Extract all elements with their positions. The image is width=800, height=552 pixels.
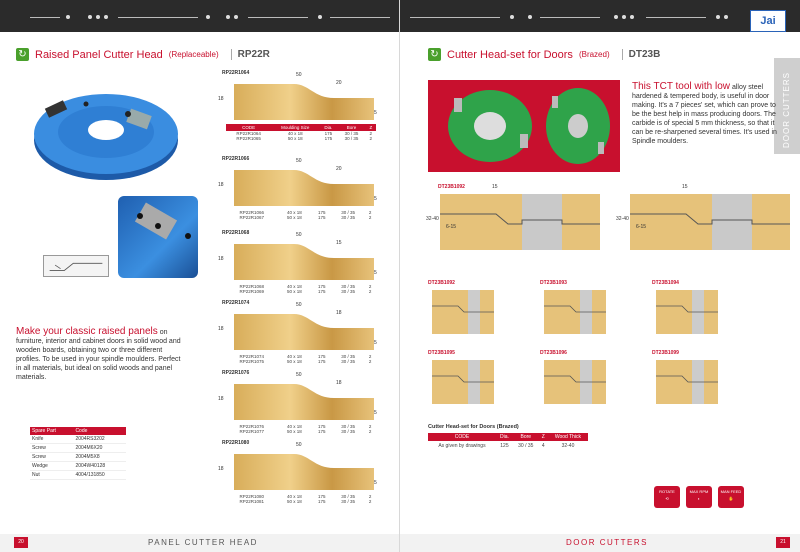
spec-cell: RP22R1081 [239, 499, 265, 504]
intro-body: on furniture, interior and cabinet doors in solid wood and wooden boards, obtaining two or three different profiles. To be used in your spindle moulders. Perfect in all materials, but ideal on solid woods and panel materials. [16, 329, 181, 381]
side-tab-label: DOOR CUTTERS [782, 72, 791, 148]
dimension-label: 18 [218, 256, 224, 262]
table-row [30, 471, 126, 480]
spec-cell: 175 [318, 354, 326, 359]
wood-profile [234, 314, 374, 350]
dimension-label: 32-40 [616, 216, 629, 222]
dt-header: Dia. [496, 433, 513, 441]
dimension-label: 50 [296, 158, 302, 164]
table-row [226, 215, 376, 220]
cutter-detail-photo [118, 196, 198, 278]
spec-cell: RP22R1077 [239, 429, 265, 434]
door-profile-thumbnail [652, 350, 722, 408]
spec-cell: 30 / 35 [341, 429, 356, 434]
knife-profile-sketch [43, 255, 109, 277]
right-title [428, 48, 660, 61]
thumbnail-code: DT23B1092 [428, 280, 455, 286]
drawing-code: RP22R1074 [222, 300, 250, 306]
drawing-code: RP22R1076 [222, 370, 250, 376]
spec-cell: 2 [368, 284, 372, 289]
drawing-code: RP22R1064 [222, 70, 250, 76]
dimension-label: 50 [296, 72, 302, 78]
spec-cell: 2 [368, 359, 372, 364]
table-row [30, 444, 126, 453]
gauge-icon: ◐ [697, 496, 701, 501]
spec-table [226, 354, 376, 364]
dimension-label: 5 [374, 196, 377, 202]
table-row [226, 289, 376, 294]
spec-cell: 30 / 35 [341, 499, 356, 504]
dt-header: CODE [428, 433, 496, 441]
right-page-number: 21 [776, 537, 790, 548]
dimension-label: 15 [336, 240, 342, 246]
table-row [226, 136, 376, 141]
left-title [16, 48, 270, 61]
spec-cell: 175 [318, 494, 326, 499]
cutter-head-photo [28, 82, 178, 182]
spec-cell: RP22R1075 [239, 359, 265, 364]
door-profile-thumbnail [428, 350, 498, 408]
left-title-sub: (Replaceable) [168, 50, 219, 59]
rotate-label: ROTATE [659, 489, 675, 494]
dimension-label: 5 [374, 340, 377, 346]
drawing-code: RP22R1066 [222, 156, 250, 162]
dimension-label: 5 [374, 480, 377, 486]
left-title-main: Raised Panel Cutter Head [35, 48, 163, 61]
table-row [226, 359, 376, 364]
spec-cell: 175 [324, 131, 333, 136]
dimension-label: 15 [492, 184, 498, 190]
left-footer [0, 534, 399, 552]
spec-header: Z [366, 124, 376, 131]
jai-logo: Jai [750, 10, 786, 32]
spec-cell: 2 [368, 289, 372, 294]
dimension-label: 5 [374, 270, 377, 276]
spare-code: 2004M6X20 [73, 444, 126, 453]
spec-cell: RP22R1076 [239, 424, 265, 429]
spec-cell: 30 / 35 [341, 424, 356, 429]
dimension-label: 50 [296, 232, 302, 238]
spec-cell: 2 [368, 215, 372, 220]
spec-cell: 2 [368, 210, 372, 215]
spare-name: Screw [30, 444, 73, 453]
dt-cell: As given by drawings [438, 443, 486, 449]
dimension-label: 18 [218, 182, 224, 188]
spec-cell: 175 [318, 424, 326, 429]
spare-code: 2004W40128 [73, 462, 126, 471]
dt-header: Wood Thick [548, 433, 588, 441]
wood-profile [234, 84, 374, 120]
spec-cell: 175 [318, 289, 326, 294]
spec-cell: 50 x 18 [287, 289, 302, 294]
dt-table-title: Cutter Head-set for Doors (Brazed) [428, 424, 519, 430]
spec-cell: 30 / 35 [341, 289, 356, 294]
dimension-label: 50 [296, 372, 302, 378]
left-footer-text: PANEL CUTTER HEAD [148, 538, 258, 547]
spec-cell: 50 x 18 [287, 215, 302, 220]
spec-cell: RP22R1068 [239, 284, 265, 289]
profile-drawing [216, 230, 386, 310]
drawing-code: DT23B1092 [438, 184, 465, 190]
profile-drawing [216, 440, 386, 520]
left-intro-text [16, 326, 184, 382]
door-profile-thumbnail [652, 280, 722, 338]
spec-cell: 30 / 35 [344, 136, 359, 141]
drawing-code: RP22R1068 [222, 230, 250, 236]
spec-cell: RP22R1069 [239, 289, 265, 294]
spare-code: 4004/131850 [73, 471, 126, 480]
spec-cell: 40 x 18 [287, 284, 302, 289]
dimension-label: 18 [218, 326, 224, 332]
thumbnail-code: DT23B1094 [652, 280, 679, 286]
desc-lead: This TCT tool with low [632, 81, 730, 92]
spares-header-code: Code [73, 427, 126, 435]
spec-cell: 2 [368, 499, 372, 504]
man-feed-label: MAN FEED [720, 489, 742, 494]
top-banner [0, 0, 399, 32]
wood-profile [234, 454, 374, 490]
spec-cell: 40 x 18 [287, 424, 302, 429]
thumbnail-code: DT23B1096 [540, 350, 567, 356]
spec-cell: 2 [368, 494, 372, 499]
spec-cell: 175 [318, 284, 326, 289]
door-profile-thumbnail [540, 280, 610, 338]
right-footer [400, 534, 800, 552]
door-profile-drawing [616, 184, 794, 254]
max-rpm-button [686, 486, 712, 508]
dt-cell: 30 / 35 [518, 443, 534, 449]
dimension-label: 5 [374, 410, 377, 416]
left-page-number: 20 [14, 537, 28, 548]
door-profile-drawing [426, 184, 604, 254]
door-profile-thumbnail [428, 280, 498, 338]
table-row [226, 429, 376, 434]
thumbnail-code: DT23B1093 [540, 280, 567, 286]
spec-cell: 175 [318, 215, 326, 220]
spec-cell: 40 x 18 [287, 131, 303, 136]
spec-header: CODE [226, 124, 271, 131]
spec-cell: RP22R1065 [236, 136, 261, 141]
spec-cell: RP22R1064 [236, 131, 261, 136]
dimension-label: 50 [296, 442, 302, 448]
dimension-label: 6-15 [446, 224, 457, 230]
spec-cell: RP22R1067 [239, 215, 265, 220]
dimension-label: 18 [336, 380, 342, 386]
hand-icon: ✋ [728, 496, 734, 501]
rotate-icon: ⟲ [665, 496, 669, 501]
spec-cell: 50 x 18 [287, 136, 303, 141]
dimension-label: 18 [218, 96, 224, 102]
spec-header: Dia. [319, 124, 337, 131]
wood-profile [234, 384, 374, 420]
spec-cell: RP22R1074 [239, 354, 265, 359]
spare-name: Nut [30, 471, 73, 480]
right-title-sub: (Brazed) [578, 50, 610, 59]
man-feed-button [718, 486, 744, 508]
spec-cell: 30 / 35 [341, 359, 356, 364]
spec-cell: 30 / 35 [341, 354, 356, 359]
right-page [400, 0, 800, 552]
spec-header: Moulding Size [271, 124, 319, 131]
dimension-label: 18 [336, 310, 342, 316]
spec-cell: 175 [318, 499, 326, 504]
dt-header: Z [539, 433, 548, 441]
spec-cell: RP22R1066 [239, 210, 265, 215]
spec-cell: 2 [368, 429, 372, 434]
spec-cell: 2 [369, 131, 373, 136]
max-rpm-label: MAX RPM [689, 489, 709, 494]
cycle-icon: ↻ [16, 48, 29, 61]
spec-table [226, 284, 376, 294]
rotate-button [654, 486, 680, 508]
spare-parts-table [30, 427, 126, 480]
thumbnail-code: DT23B1095 [428, 350, 455, 356]
spec-cell: 30 / 35 [341, 284, 356, 289]
spec-table [226, 494, 376, 504]
spec-cell: 50 x 18 [287, 359, 302, 364]
spares-header-part: Spare Part [30, 427, 73, 435]
table-row [428, 441, 588, 451]
table-row [30, 453, 126, 462]
cycle-icon: ↻ [428, 48, 441, 61]
table-row [30, 462, 126, 471]
spec-cell: 175 [318, 210, 326, 215]
spare-code: 2004RS3202 [73, 435, 126, 444]
door-profile-thumbnail [540, 350, 610, 408]
spec-cell: 175 [324, 136, 333, 141]
spec-cell: 50 x 18 [287, 429, 302, 434]
profile-drawing [216, 300, 386, 380]
dimension-label: 50 [296, 302, 302, 308]
dimension-label: 15 [682, 184, 688, 190]
spare-name: Wedge [30, 462, 73, 471]
spec-cell: 175 [318, 429, 326, 434]
table-row [226, 499, 376, 504]
spec-cell: 30 / 35 [341, 215, 356, 220]
intro-lead: Make your classic raised panels [16, 326, 158, 337]
cutter-set-photo [428, 80, 620, 172]
spec-cell: 50 x 18 [287, 499, 302, 504]
dt-cell: 4 [541, 443, 545, 449]
spec-cell: 40 x 18 [287, 354, 302, 359]
right-description [632, 82, 780, 146]
spec-cell: 30 / 35 [341, 494, 356, 499]
spec-table [226, 124, 376, 141]
spec-cell: 30 / 35 [344, 131, 359, 136]
profile-drawing [216, 70, 386, 150]
spec-cell: 40 x 18 [287, 210, 302, 215]
spec-table [226, 210, 376, 220]
spare-code: 2004M5X8 [73, 453, 126, 462]
left-title-code: RP22R [231, 49, 270, 60]
drawing-code: RP22R1080 [222, 440, 250, 446]
dimension-label: 6-15 [636, 224, 647, 230]
desc-body: alloy steel hardened & tempered body, is useful in door making. It's a 7 pieces' set, which can prove to be the best help in mass producing doors. The carbide is of special 5 mm thickness, so that it can be re-sharpened several times. It's used in Spindle moulders. [632, 84, 777, 145]
thumbnail-code: DT23B1099 [652, 350, 679, 356]
dimension-label: 18 [218, 396, 224, 402]
spec-cell: RP22R1080 [239, 494, 265, 499]
spec-cell: 175 [318, 359, 326, 364]
right-title-main: Cutter Head-set for Doors [447, 48, 573, 61]
wood-profile [234, 170, 374, 206]
dimension-label: 5 [374, 110, 377, 116]
dt-cell: 32-40 [561, 443, 575, 449]
dimension-label: 20 [336, 80, 342, 86]
top-banner [400, 0, 800, 32]
door-cutter-table [428, 433, 588, 451]
spec-table [226, 424, 376, 434]
dt-cell: 125 [500, 443, 509, 449]
spec-cell: 2 [368, 424, 372, 429]
spec-header: Bore [337, 124, 365, 131]
spare-name: Knife [30, 435, 73, 444]
dimension-label: 18 [218, 466, 224, 472]
profile-drawing [216, 156, 386, 236]
spec-cell: 30 / 35 [341, 210, 356, 215]
spec-cell: 2 [368, 354, 372, 359]
table-row [30, 435, 126, 444]
spec-cell: 40 x 18 [287, 494, 302, 499]
dt-header: Bore [513, 433, 539, 441]
profile-drawing [216, 370, 386, 450]
wood-profile [234, 244, 374, 280]
spec-cell: 2 [369, 136, 373, 141]
dimension-label: 20 [336, 166, 342, 172]
spare-name: Screw [30, 453, 73, 462]
dimension-label: 32-40 [426, 216, 439, 222]
right-footer-text: DOOR CUTTERS [566, 538, 648, 547]
right-title-code: DT23B [622, 49, 661, 60]
